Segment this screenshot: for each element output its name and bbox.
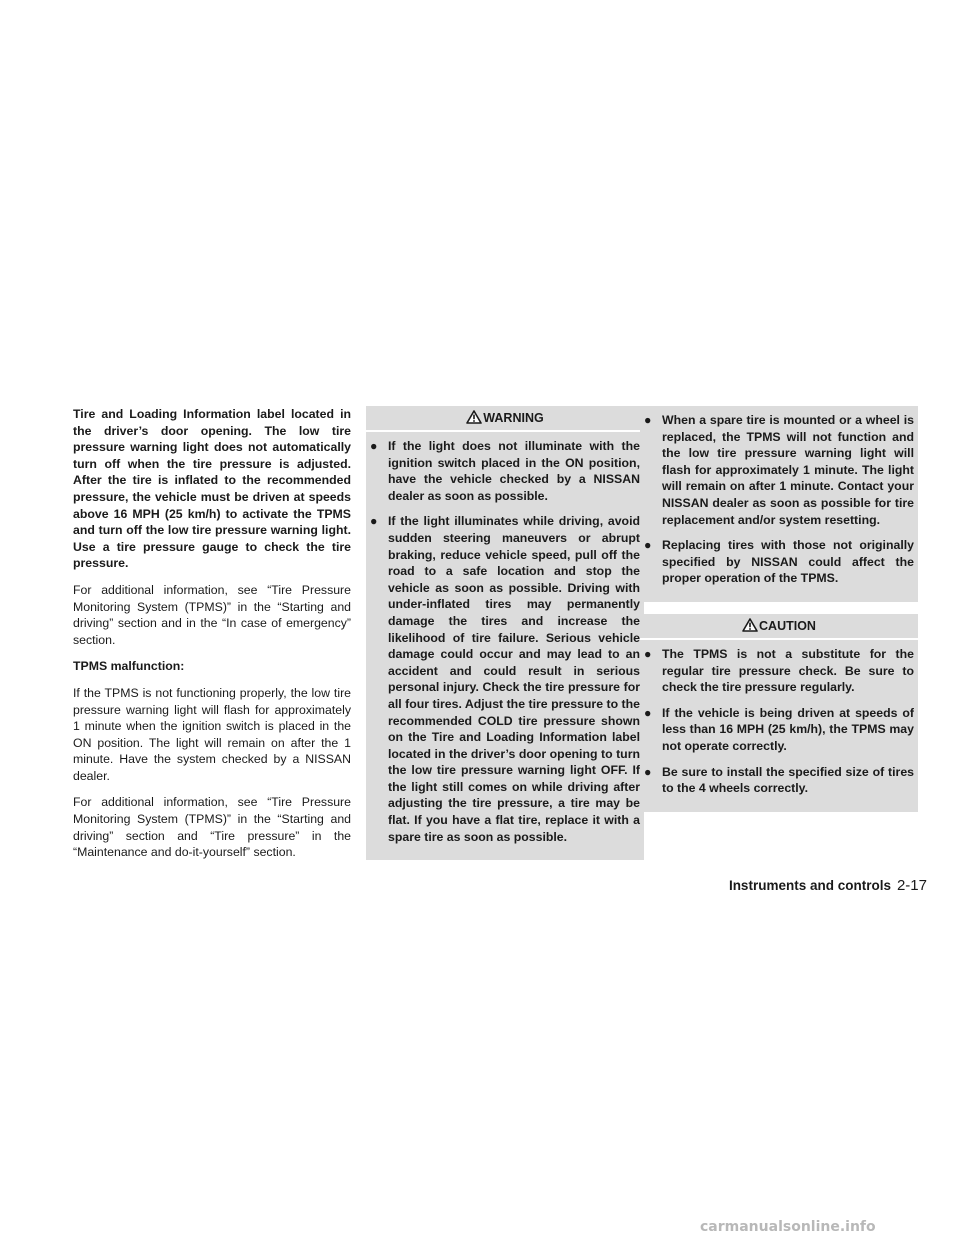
warning-list: [370, 438, 640, 845]
additional-info-paragraph: For additional information, see “Tire Pressure Monitoring System (TPMS)” in the “Starting and driving” section and in the “In case of emergency” section.: [73, 582, 351, 647]
page-number: 2-17: [896, 877, 927, 894]
list-item: ● The TPMS is not a substitute for the regular tire pressure check. Be sure to check the tire pressure regularly.: [644, 646, 914, 695]
left-column: [73, 406, 351, 871]
bullet-icon: ●: [644, 705, 652, 720]
caution-header: [640, 614, 918, 640]
list-item: ● Replacing tires with those not originally specified by NISSAN could affect the proper operation of the TPMS.: [644, 538, 914, 586]
list-item: ● If the light does not illuminate with the ignition switch placed in the ON position, have the vehicle checked by a NISSAN dealer as soon as possible.: [370, 439, 640, 503]
warning-list-continued: [644, 412, 914, 587]
bullet-icon: ●: [644, 764, 652, 779]
warning-box: [366, 406, 644, 860]
right-column: [640, 406, 918, 812]
warning-box-continued: [640, 406, 918, 602]
warning-triangle-icon: [466, 408, 482, 432]
list-item: ● Be sure to install the specified size of tires to the 4 wheels correctly.: [644, 764, 914, 796]
list-item: ● When a spare tire is mounted or a wheel is replaced, the TPMS will not function and the low tire pressure warning light will flash for approximately 1 minute. The light will remain on after 1 minute. Contact your NISSAN dealer as soon as possible for tire replacement and/or system resetting.: [644, 413, 914, 527]
bullet-icon: ●: [644, 538, 652, 553]
section-name: Instruments and controls: [728, 878, 891, 893]
bullet-icon: ●: [644, 646, 652, 661]
caution-box: [640, 614, 918, 812]
page-footer: [729, 877, 927, 894]
caution-title: CAUTION: [759, 618, 816, 633]
warning-title: WARNING: [483, 411, 544, 425]
list-item: ● If the light illuminates while driving, avoid sudden steering maneuvers or abrupt braking, reduce vehicle speed, pull off the road to a safe location and stop the vehicle as soon as possible. Driving with under-inflated tires may permanently damage the tires and increase the likelihood of tire failure. Serious vehicle damage could occur and may lead to an accident and could result in serious personal injury. Check the tire pressure for all four tires. Adjust the tire pressure to the recommended COLD tire pressure shown on the Tire and Loading Information label located in the driver’s door opening to turn the low tire pressure warning light OFF. If the light still comes on while driving after adjusting the tire pressure, a tire may be flat. If you have a flat tire, replace it with a spare tire as soon as possible.: [370, 514, 640, 844]
warning-header: [366, 406, 644, 432]
additional-info-paragraph-2: For additional information, see “Tire Pressure Monitoring System (TPMS)” in the “Starting and driving” section and “Tire pressure” in the “Maintenance and do-it-yourself” section.: [73, 795, 351, 860]
bullet-icon: ●: [370, 514, 378, 529]
caution-list: [644, 646, 914, 797]
list-item: ● If the vehicle is being driven at speeds of less than 16 MPH (25 km/h), the TPMS may not operate correctly.: [644, 705, 914, 753]
malfunction-paragraph: If the TPMS is not functioning properly, the low tire pressure warning light will flash for approximately 1 minute when the ignition switch is placed in the ON position. The light will remain on after the 1 minute. Have the system checked by a NISSAN dealer.: [73, 685, 351, 783]
tpms-malfunction-heading: TPMS malfunction:: [73, 659, 185, 674]
bullet-icon: ●: [370, 439, 378, 453]
bullet-icon: ●: [644, 413, 652, 427]
watermark: carmanualsonline.info: [700, 1219, 876, 1235]
warning-triangle-icon: [742, 616, 758, 640]
intro-paragraph: Tire and Loading Information label located in the driver’s door opening. The low tire pressure warning light does not automatically turn off when the tire pressure is adjusted. After the tire is inflated to the recommended pressure, the vehicle must be driven at speeds above 16 MPH (25 km/h) to activate the TPMS and turn off the low tire pressure warning light. Use a tire pressure gauge to check the tire pressure.: [73, 407, 351, 571]
warning-column: [366, 406, 644, 860]
